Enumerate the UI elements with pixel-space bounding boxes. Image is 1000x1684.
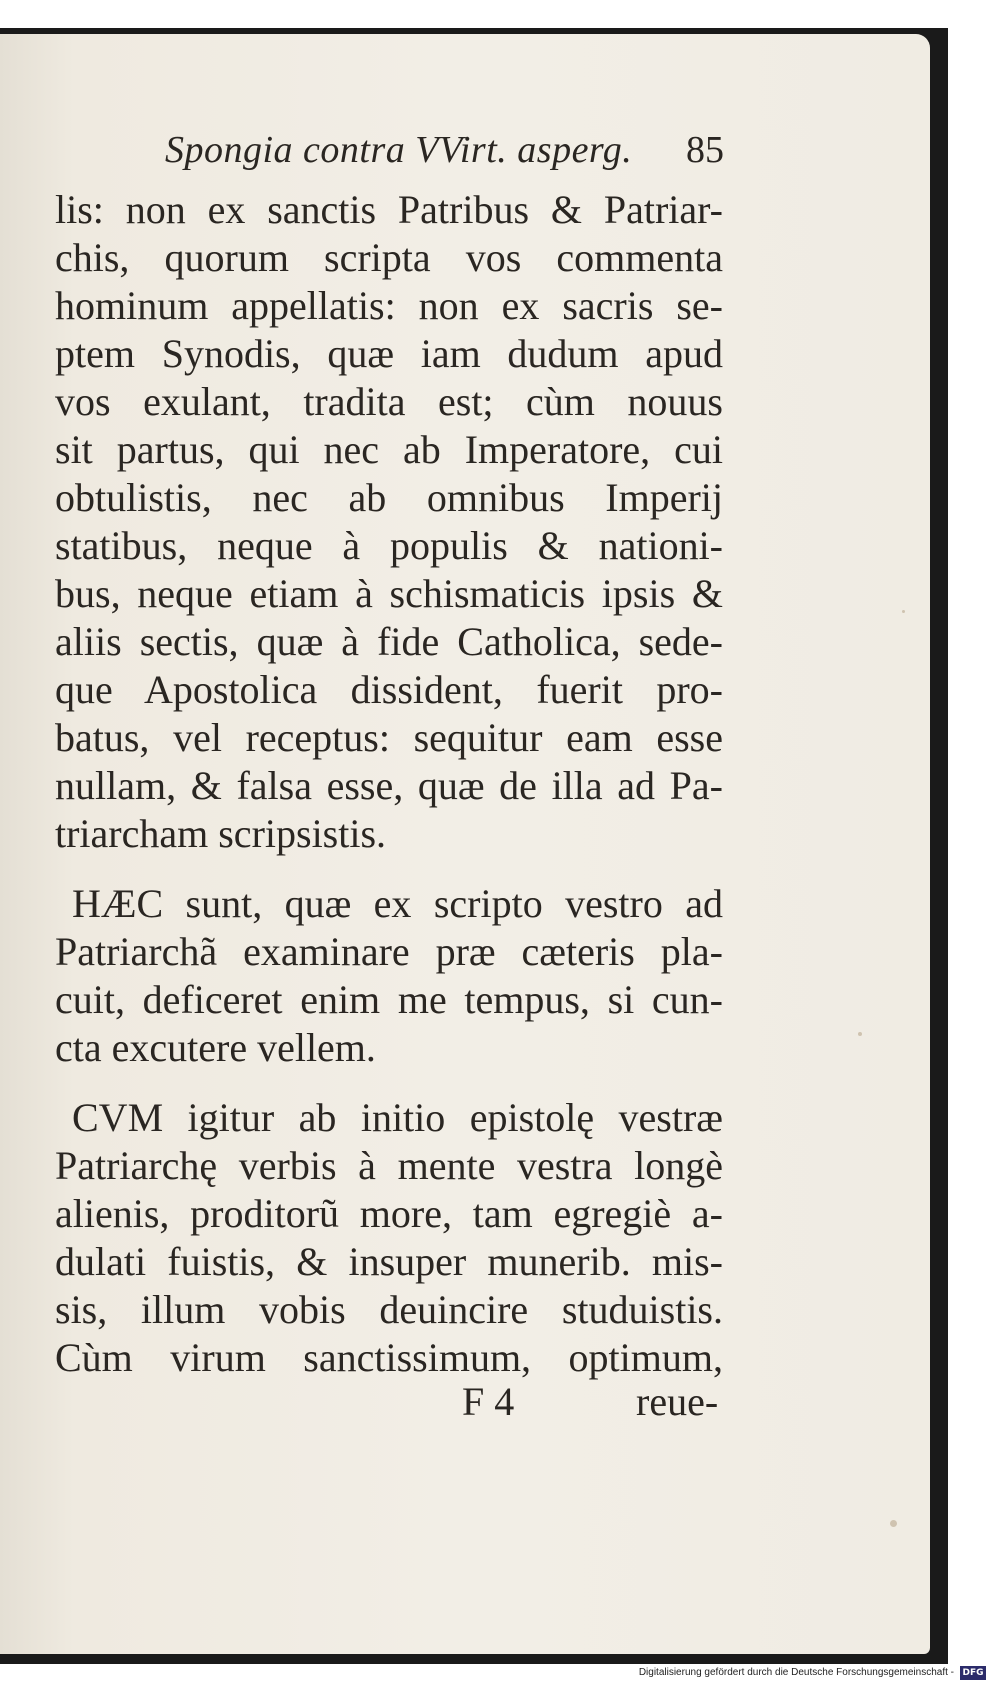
paper-speck [890, 1520, 897, 1527]
page-number: 85 [686, 129, 724, 171]
text-line: alienis, proditorũ more, tam egregiè a- [55, 1191, 723, 1236]
signature-mark: F 4 [462, 1379, 515, 1424]
text-line: aliis sectis, quæ à fide Catholica, sede- [55, 619, 723, 664]
text-line: Patriarchã examinare præ cæteris pla- [55, 929, 723, 974]
text-line: Cùm virum sanctissimum, optimum, [55, 1335, 723, 1380]
text-line: vos exulant, tradita est; cùm nouus [55, 379, 723, 424]
text-line: cta excutere vellem. [55, 1025, 376, 1070]
text-line: lis: non ex sanctis Patribus & Patriar- [55, 187, 723, 232]
text-line: Patriarchę verbis à mente vestra longè [55, 1143, 723, 1188]
text-line: chis, quorum scripta vos commenta [55, 235, 723, 280]
paper-speck [858, 1032, 862, 1036]
running-head: Spongia contra VVirt. asperg. [165, 129, 633, 171]
text-line: CVM igitur ab initio epistolę vestræ [72, 1095, 723, 1140]
paper-speck [902, 610, 905, 613]
dfg-logo: DFG [960, 1666, 986, 1680]
text-line: cuit, deficeret enim me tempus, si cun- [55, 977, 723, 1022]
text-line: obtulistis, nec ab omnibus Imperij [55, 475, 723, 520]
text-line: que Apostolica dissident, fuerit pro- [55, 667, 723, 712]
text-line: sis, illum vobis deuincire studuistis. [55, 1287, 723, 1332]
text-line: nullam, & falsa esse, quæ de illa ad Pa- [55, 763, 723, 808]
digitization-credit: Digitalisierung gefördert durch die Deutsche Forschungsgemeinschaft - [638, 1667, 954, 1678]
text-line: hominum appellatis: non ex sacris se- [55, 283, 723, 328]
text-line: sit partus, qui nec ab Imperatore, cui [55, 427, 723, 472]
text-line: batus, vel receptus: sequitur eam esse [55, 715, 723, 760]
text-line: HÆC sunt, quæ ex scripto vestro ad [72, 881, 723, 926]
text-line: ptem Synodis, quæ iam dudum apud [55, 331, 723, 376]
text-line: statibus, neque à populis & nationi- [55, 523, 723, 568]
text-line: triarcham scripsistis. [55, 811, 387, 856]
catchword: reue- [636, 1379, 719, 1424]
text-line: bus, neque etiam à schismaticis ipsis & [55, 571, 723, 616]
text-line: dulati fuistis, & insuper munerib. mis- [55, 1239, 723, 1284]
